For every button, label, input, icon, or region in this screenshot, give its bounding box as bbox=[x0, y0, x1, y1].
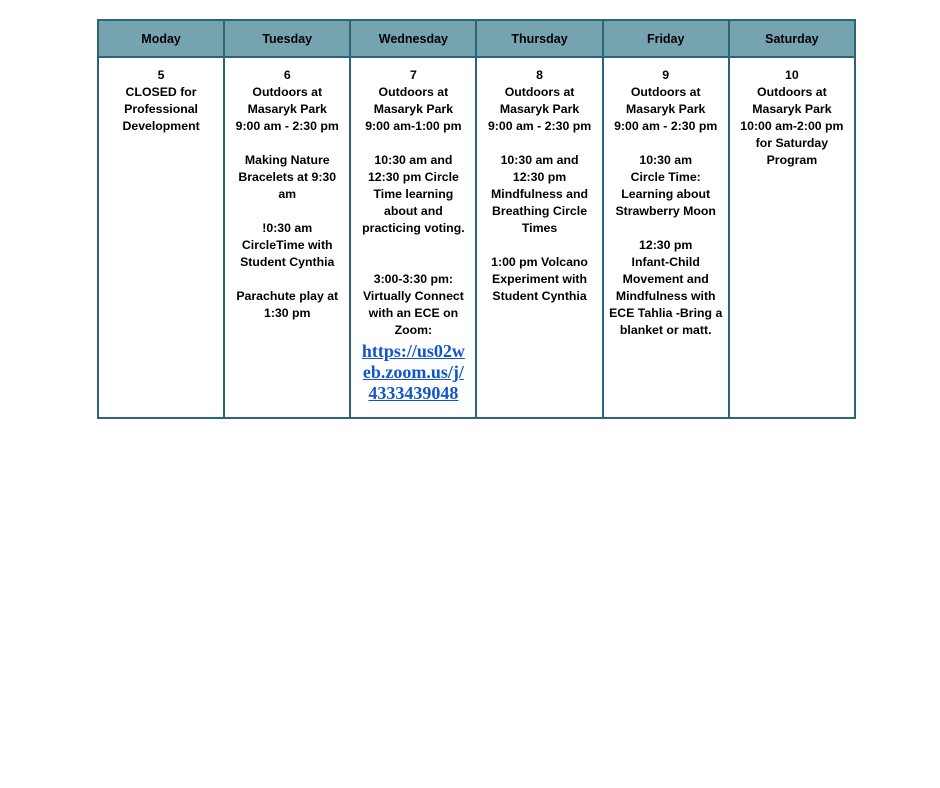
schedule-text-line: 10:30 am bbox=[639, 153, 693, 167]
schedule-text-line: Masaryk Park bbox=[247, 102, 327, 116]
schedule-text-line: ECE Tahlia -Bring a bbox=[609, 306, 723, 320]
schedule-text-line: Time learning bbox=[373, 187, 454, 201]
schedule-text-line: with an ECE on bbox=[368, 306, 459, 320]
schedule-text-line: CircleTime with bbox=[241, 238, 333, 252]
day-header-friday: Friday bbox=[603, 20, 729, 57]
day-header-monday: Moday bbox=[98, 20, 224, 57]
schedule-text-line: Learning about bbox=[621, 187, 711, 201]
day-cell-saturday bbox=[729, 57, 855, 418]
schedule-text-line: Outdoors at bbox=[757, 85, 827, 99]
schedule-text-line: 5 bbox=[157, 68, 165, 82]
schedule-text-line: about and bbox=[384, 204, 443, 218]
zoom-link-text: https://us02w bbox=[361, 341, 465, 361]
schedule-text-line: Development bbox=[122, 119, 200, 133]
schedule-row bbox=[98, 57, 855, 418]
schedule-text-line: Virtually Connect bbox=[362, 289, 464, 303]
schedule-text-line: 6 bbox=[283, 68, 291, 82]
schedule-text-line: Experiment with bbox=[492, 272, 588, 286]
day-cell-friday bbox=[603, 57, 729, 418]
schedule-text-line: Mindfulness and bbox=[491, 187, 589, 201]
schedule-text-line: blanket or matt. bbox=[619, 323, 712, 337]
schedule-text-line: Masaryk Park bbox=[373, 102, 454, 116]
schedule-text-line: 10:00 am-2:00 pm bbox=[740, 119, 844, 133]
schedule-text-line: Program bbox=[766, 153, 818, 167]
schedule-text-line: 9:00 am - 2:30 pm bbox=[487, 119, 592, 133]
schedule-text-line: Mindfulness with bbox=[615, 289, 716, 303]
header-row bbox=[98, 20, 855, 57]
schedule-text-line: 7 bbox=[409, 68, 417, 82]
day-header-wednesday: Wednesday bbox=[350, 20, 476, 57]
schedule-text-line: 10:30 am and bbox=[374, 153, 453, 167]
day-header-thursday: Thursday bbox=[476, 20, 602, 57]
schedule-text-line: 9:00 am - 2:30 pm bbox=[235, 119, 339, 133]
schedule-text-line: Circle Time: bbox=[630, 170, 701, 184]
day-cell-thursday bbox=[476, 57, 602, 418]
schedule-text-line: 12:30 pm bbox=[512, 170, 567, 184]
day-cell-wednesday bbox=[350, 57, 476, 418]
schedule-text-line: practicing voting. bbox=[362, 221, 465, 235]
schedule-text-line: 12:30 pm Circle bbox=[367, 170, 459, 184]
zoom-meeting-link[interactable] bbox=[355, 341, 471, 404]
schedule-text-line: 3:00-3:30 pm: bbox=[373, 272, 454, 286]
schedule-text-line: 8 bbox=[536, 68, 543, 82]
schedule-text-line: Times bbox=[521, 221, 558, 235]
block-spacer bbox=[229, 135, 345, 152]
block-spacer bbox=[355, 237, 471, 254]
schedule-text-line: Breathing Circle bbox=[492, 204, 588, 218]
day-cell-monday bbox=[98, 57, 224, 418]
schedule-text-line: CLOSED for bbox=[125, 85, 197, 99]
schedule-text-line: Outdoors at bbox=[630, 85, 701, 99]
schedule-text-line: Bracelets at 9:30 bbox=[238, 170, 337, 184]
schedule-text-line: Professional bbox=[124, 102, 198, 116]
schedule-text-line: 1:00 pm Volcano bbox=[491, 255, 588, 269]
schedule-text-line: !0:30 am bbox=[262, 221, 313, 235]
schedule-text-line: Student Cynthia bbox=[492, 289, 587, 303]
schedule-text-line: Outdoors at bbox=[378, 85, 449, 99]
schedule-text-line: Movement and bbox=[622, 272, 709, 286]
weekly-schedule-table bbox=[97, 19, 856, 419]
schedule-text-line: Parachute play at bbox=[236, 289, 339, 303]
block-spacer bbox=[355, 135, 471, 152]
schedule-text-line: am bbox=[278, 187, 297, 201]
schedule-text-line: 12:30 pm bbox=[639, 238, 693, 252]
block-spacer bbox=[481, 135, 597, 152]
zoom-link-text: 4333439048 bbox=[368, 383, 459, 403]
schedule-text-line: 9:00 am-1:00 pm bbox=[365, 119, 462, 133]
zoom-link-text: eb.zoom.us/j/ bbox=[362, 362, 464, 382]
schedule-text-line: 10:30 am and bbox=[500, 153, 579, 167]
schedule-text-line: Making Nature bbox=[244, 153, 330, 167]
schedule-text-line: Outdoors at bbox=[252, 85, 323, 99]
schedule-text-line: Infant-Child bbox=[631, 255, 700, 269]
schedule-text-line: Masaryk Park bbox=[626, 102, 706, 116]
block-spacer bbox=[229, 271, 345, 288]
block-spacer bbox=[608, 135, 724, 152]
schedule-text-line: 9 bbox=[662, 68, 670, 82]
block-spacer bbox=[229, 203, 345, 220]
day-header-saturday: Saturday bbox=[729, 20, 855, 57]
day-cell-tuesday bbox=[224, 57, 350, 418]
block-spacer bbox=[355, 254, 471, 271]
schedule-text-line: Masaryk Park bbox=[752, 102, 832, 116]
schedule-text-line: 1:30 pm bbox=[263, 306, 311, 320]
day-header-tuesday: Tuesday bbox=[224, 20, 350, 57]
schedule-text-line: for Saturday bbox=[755, 136, 829, 150]
schedule-text-line: Outdoors at bbox=[504, 85, 575, 99]
block-spacer bbox=[608, 220, 724, 237]
schedule-text-line: Zoom: bbox=[394, 323, 433, 337]
schedule-text-line: Strawberry Moon bbox=[615, 204, 716, 218]
schedule-text-line: Masaryk Park bbox=[499, 102, 580, 116]
schedule-text-line: Student Cynthia bbox=[240, 255, 335, 269]
block-spacer bbox=[481, 237, 597, 254]
schedule-text-line: 9:00 am - 2:30 pm bbox=[614, 119, 718, 133]
schedule-text-line: 10 bbox=[785, 68, 799, 82]
